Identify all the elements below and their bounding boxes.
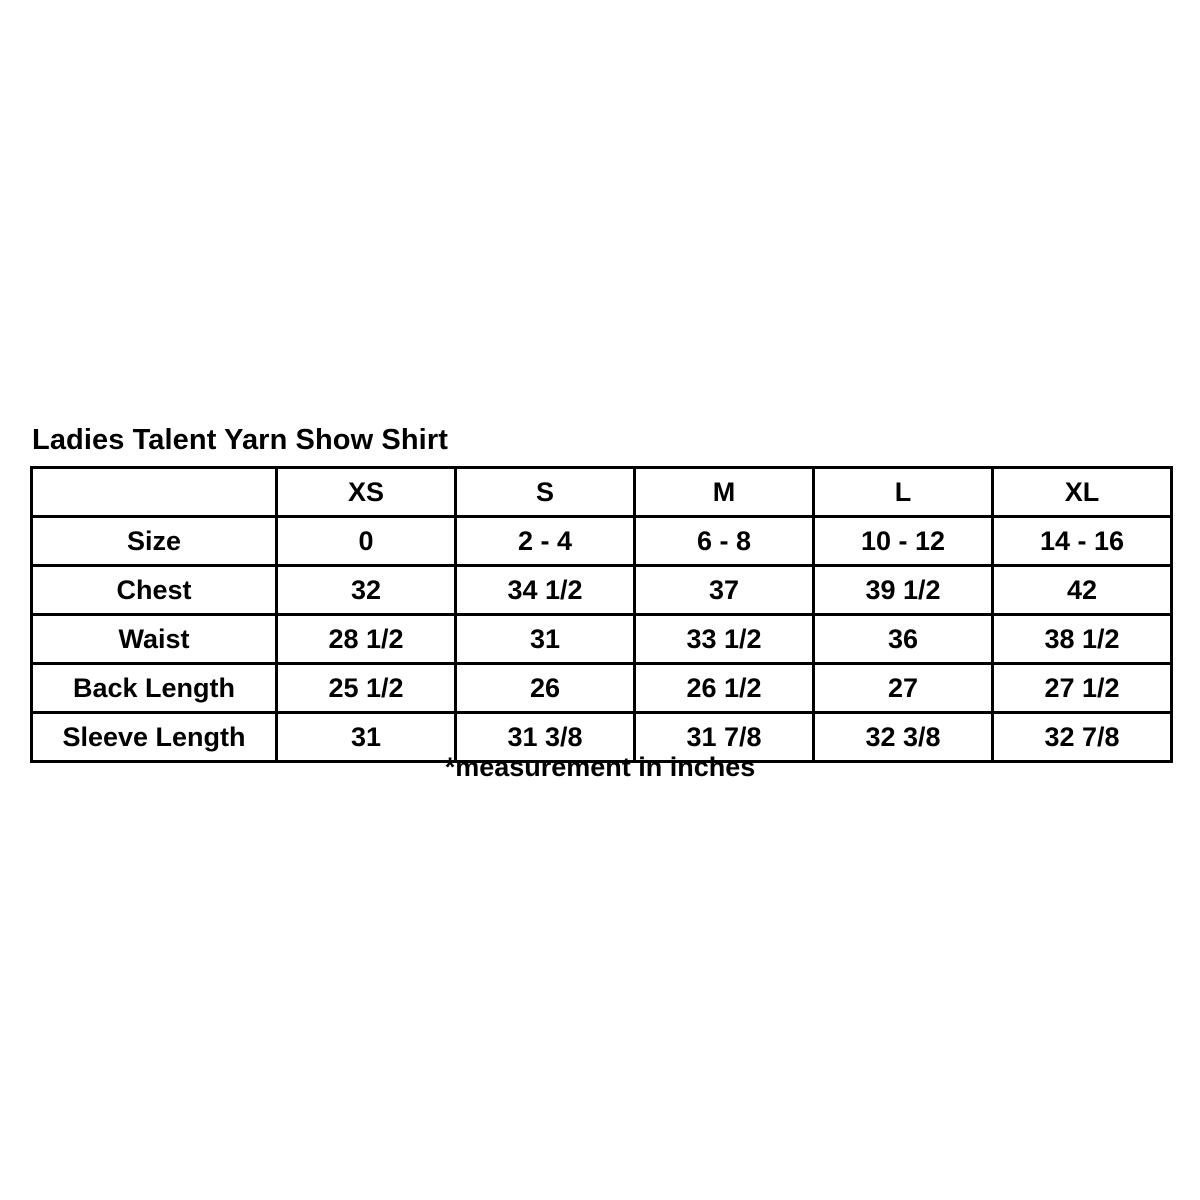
row-label-chest: Chest [32,566,277,615]
measurement-footnote: *measurement in inches [444,752,756,782]
cell-size-xs: 0 [277,517,456,566]
size-chart-body [32,468,1172,762]
column-header-l: L [814,468,993,517]
cell-size-m: 6 - 8 [635,517,814,566]
size-chart-table-wrapper [30,466,1170,763]
size-chart-table [30,466,1173,763]
cell-chest-l: 39 1/2 [814,566,993,615]
cell-sleeve-length-s: 31 3/8 [456,713,635,762]
cell-size-s: 2 - 4 [456,517,635,566]
row-label-sleeve-length: Sleeve Length [32,713,277,762]
cell-sleeve-length-l: 32 3/8 [814,713,993,762]
cell-waist-xl: 38 1/2 [993,615,1172,664]
cell-size-xl: 14 - 16 [993,517,1172,566]
cell-back-length-s: 26 [456,664,635,713]
column-header-xl: XL [993,468,1172,517]
table-header-row [32,468,1172,517]
table-row [32,615,1172,664]
row-label-size: Size [32,517,277,566]
cell-back-length-l: 27 [814,664,993,713]
cell-chest-xl: 42 [993,566,1172,615]
table-row [32,517,1172,566]
cell-back-length-xs: 25 1/2 [277,664,456,713]
row-label-back-length: Back Length [32,664,277,713]
column-header-xs: XS [277,468,456,517]
cell-waist-s: 31 [456,615,635,664]
page-title: Ladies Talent Yarn Show Shirt [32,424,448,456]
cell-sleeve-length-xl: 32 7/8 [993,713,1172,762]
cell-waist-m: 33 1/2 [635,615,814,664]
cell-chest-s: 34 1/2 [456,566,635,615]
column-header-m: M [635,468,814,517]
table-corner-cell [32,468,277,517]
cell-waist-l: 36 [814,615,993,664]
table-row [32,664,1172,713]
cell-size-l: 10 - 12 [814,517,993,566]
cell-chest-xs: 32 [277,566,456,615]
cell-back-length-m: 26 1/2 [635,664,814,713]
cell-sleeve-length-xs: 31 [277,713,456,762]
cell-back-length-xl: 27 1/2 [993,664,1172,713]
table-row [32,566,1172,615]
cell-chest-m: 37 [635,566,814,615]
cell-waist-xs: 28 1/2 [277,615,456,664]
cell-sleeve-length-m: 31 7/8 [635,713,814,762]
column-header-s: S [456,468,635,517]
row-label-waist: Waist [32,615,277,664]
